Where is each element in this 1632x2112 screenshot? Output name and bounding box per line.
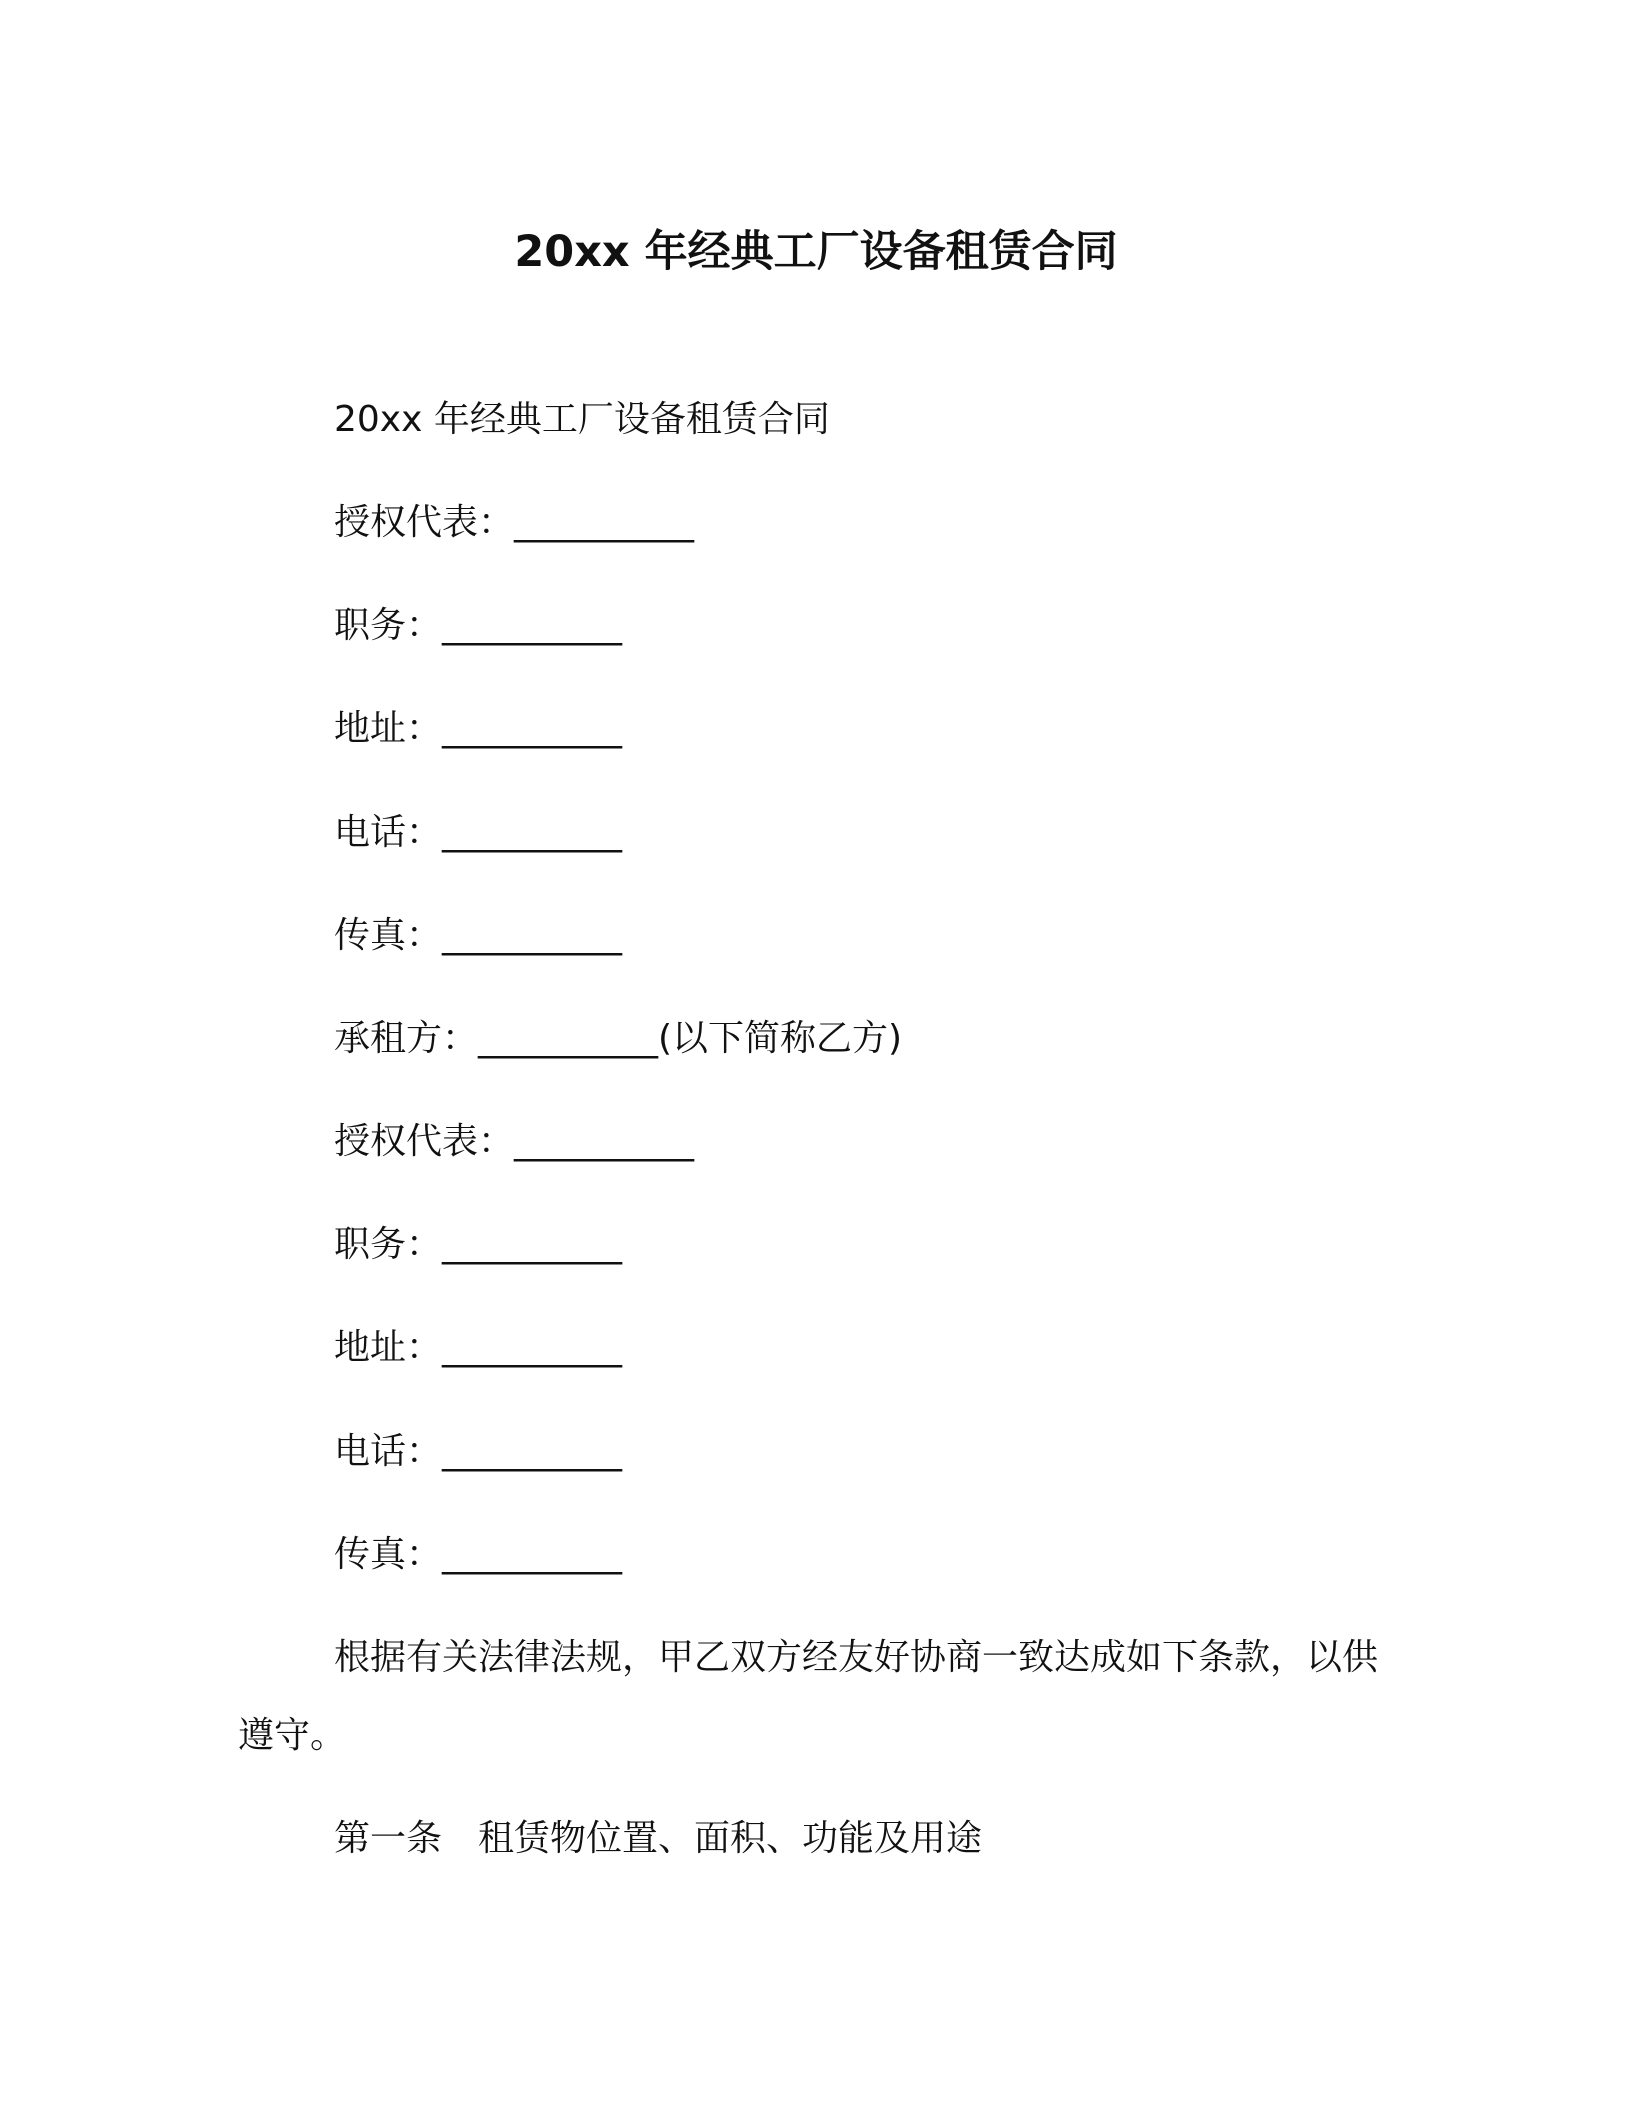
- article-1-heading: 第一条 租赁物位置、面积、功能及用途: [334, 1818, 983, 1859]
- field-label: 地址：: [334, 708, 443, 749]
- lessee-field-position: [334, 1220, 622, 1270]
- field-blank: __________: [442, 605, 623, 646]
- field-label: 职务：: [334, 605, 443, 646]
- document-title: 20xx 年经典工厂设备租赁合同: [514, 227, 1118, 277]
- field-label: 传真：: [334, 915, 443, 956]
- lessor-field-fax: [334, 911, 622, 961]
- lessee-field-representative: [334, 1117, 694, 1167]
- lessee-field-address: [334, 1323, 622, 1373]
- field-label: 电话：: [334, 1431, 443, 1472]
- field-blank: __________: [442, 1224, 623, 1265]
- field-blank: __________: [442, 1327, 623, 1368]
- document-subtitle: 20xx 年经典工厂设备租赁合同: [334, 399, 830, 440]
- lessor-field-address: [334, 704, 622, 754]
- field-label: 授权代表：: [334, 1121, 515, 1162]
- field-label: 授权代表：: [334, 502, 515, 543]
- field-blank: __________: [514, 502, 695, 543]
- field-label: 职务：: [334, 1224, 443, 1265]
- field-blank: __________: [478, 1018, 659, 1059]
- lessee-line: [334, 1014, 902, 1064]
- lessee-field-fax: [334, 1530, 622, 1580]
- lessor-field-position: [334, 601, 622, 651]
- lessee-field-phone: [334, 1427, 622, 1477]
- field-blank: __________: [442, 708, 623, 749]
- intro-paragraph: 根据有关法律法规，甲乙双方经友好协商一致达成如下条款，以供遵守。: [238, 1637, 1379, 1756]
- field-blank: __________: [442, 915, 623, 956]
- lessor-field-representative: [334, 498, 694, 548]
- lessee-suffix: (以下简称乙方): [658, 1018, 903, 1059]
- field-label: 地址：: [334, 1327, 443, 1368]
- field-blank: __________: [442, 1534, 623, 1575]
- lessor-field-phone: [334, 808, 622, 858]
- field-blank: __________: [442, 1431, 623, 1472]
- field-blank: __________: [442, 812, 623, 853]
- field-label: 电话：: [334, 812, 443, 853]
- field-label: 传真：: [334, 1534, 443, 1575]
- field-blank: __________: [514, 1121, 695, 1162]
- field-label: 承租方：: [334, 1018, 479, 1059]
